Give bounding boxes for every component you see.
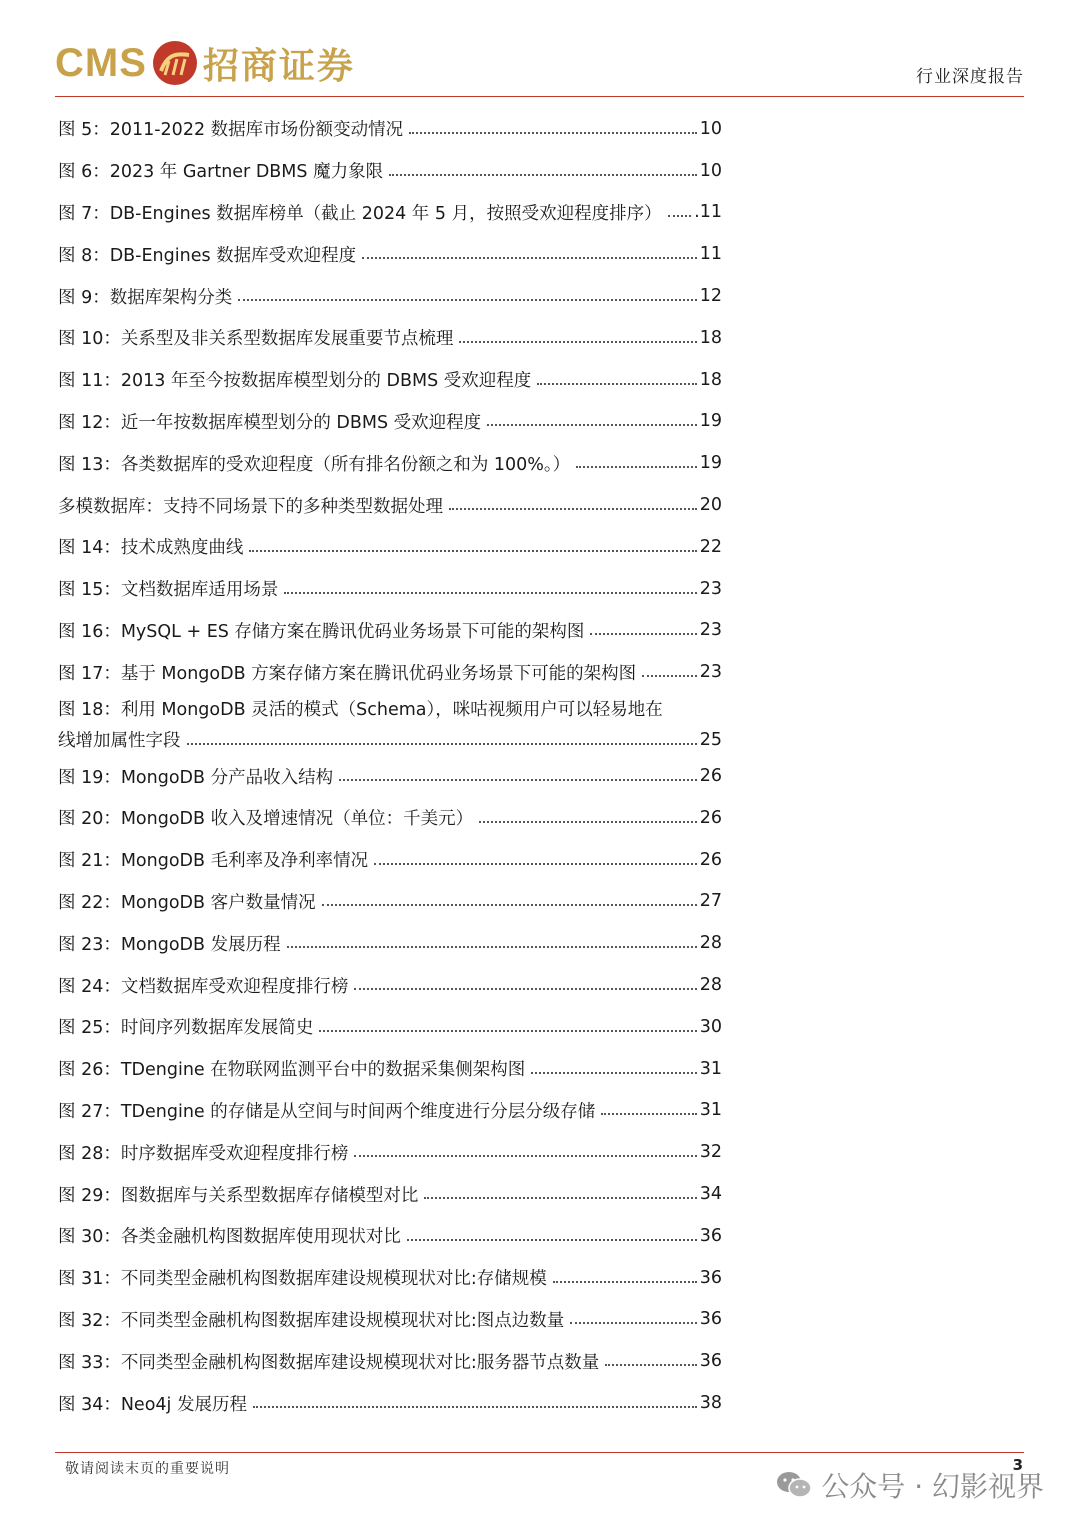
toc-entry[interactable] <box>58 651 722 693</box>
toc-entry[interactable] <box>58 755 722 797</box>
toc-entry-title: 图 14：技术成熟度曲线 <box>58 538 244 559</box>
toc-entry[interactable] <box>58 610 722 652</box>
dot-leader <box>479 821 697 823</box>
toc-entry-title: 图 9：数据库架构分类 <box>58 287 233 308</box>
toc-entry[interactable] <box>58 797 722 839</box>
toc-entry[interactable] <box>58 964 722 1006</box>
toc-entry-page: 36 <box>699 1351 722 1372</box>
toc-entry-page: 19 <box>699 453 722 474</box>
toc-entry-title: 图 29：图数据库与关系型数据库存储模型对比 <box>58 1185 419 1206</box>
dot-leader <box>354 1155 696 1157</box>
toc-entry-page: 23 <box>699 620 722 641</box>
toc-entry[interactable] <box>58 1215 722 1257</box>
toc-entry-page: 20 <box>699 495 722 516</box>
toc-entry-page: 25 <box>699 729 722 750</box>
dot-leader <box>553 1281 697 1283</box>
dot-leader <box>570 1322 696 1324</box>
page-number: 3 <box>1012 1456 1023 1474</box>
toc-entry-title: 图 11：2013 年至今按数据库模型划分的 DBMS 受欢迎程度 <box>58 371 532 392</box>
logo-chinese-name: 招商证券 <box>202 45 355 87</box>
toc-entry[interactable] <box>58 1090 722 1132</box>
toc-entry[interactable] <box>58 1006 722 1048</box>
dot-leader <box>187 743 697 745</box>
toc-entry-page: 23 <box>699 662 722 683</box>
dot-leader <box>287 946 697 948</box>
toc-entry-page: 11 <box>699 244 722 265</box>
wechat-watermark <box>775 1465 1044 1505</box>
toc-entry-page: 19 <box>699 411 722 432</box>
figure-table-of-contents <box>58 108 722 1424</box>
toc-entry-title-continued: 线增加属性字段 <box>58 731 181 752</box>
dot-leader <box>668 215 692 217</box>
toc-entry[interactable] <box>58 568 722 610</box>
toc-entry-page: 36 <box>699 1309 722 1330</box>
toc-entry-page: 23 <box>699 578 722 599</box>
toc-entry-title: 图 23：MongoDB 发展历程 <box>58 934 281 955</box>
dot-leader <box>249 550 696 552</box>
toc-entry[interactable] <box>58 526 722 568</box>
toc-entry[interactable] <box>58 1382 722 1424</box>
dot-leader <box>576 466 697 468</box>
dot-leader <box>284 592 696 594</box>
toc-entry-title: 图 25：时间序列数据库发展简史 <box>58 1018 314 1039</box>
toc-entry-title: 图 33：不同类型金融机构图数据库建设规模现状对比:服务器节点数量 <box>58 1352 600 1373</box>
toc-entry-title: 图 21：MongoDB 毛利率及净利率情况 <box>58 851 369 872</box>
toc-entry-page: 12 <box>699 286 722 307</box>
toc-entry-title: 图 30：各类金融机构图数据库使用现状对比 <box>58 1227 401 1248</box>
toc-entry-title: 图 32：不同类型金融机构图数据库建设规模现状对比:图点边数量 <box>58 1310 565 1331</box>
toc-entry-title: 图 16：MySQL + ES 存储方案在腾讯优码业务场景下可能的架构图 <box>58 621 585 642</box>
toc-entry-title: 图 26：TDengine 在物联网监测平台中的数据采集侧架构图 <box>58 1060 526 1081</box>
dot-leader <box>537 383 696 385</box>
toc-entry-page: 28 <box>699 933 722 954</box>
logo-emblem-icon <box>153 41 197 85</box>
toc-entry-page: 26 <box>699 766 722 787</box>
toc-entry-page: 38 <box>699 1393 722 1413</box>
logo-text: CMS <box>55 40 147 85</box>
dot-leader <box>487 424 697 426</box>
dot-leader <box>374 863 697 865</box>
toc-entry[interactable] <box>58 1048 722 1090</box>
toc-entry-page: 22 <box>699 536 722 557</box>
toc-entry-title: 图 28：时序数据库受欢迎程度排行榜 <box>58 1143 349 1164</box>
toc-entry-page: 36 <box>699 1225 722 1246</box>
toc-entry-title: 图 8：DB-Engines 数据库受欢迎程度 <box>58 245 357 266</box>
dot-leader <box>449 508 697 510</box>
toc-entry[interactable] <box>58 839 722 881</box>
toc-entry[interactable] <box>58 1340 722 1382</box>
toc-entry-title: 图 17：基于 MongoDB 方案存储方案在腾讯优码业务场景下可能的架构图 <box>58 663 637 684</box>
toc-entry-title: 图 12：近一年按数据库模型划分的 DBMS 受欢迎程度 <box>58 412 482 433</box>
toc-entry-title: 图 19：MongoDB 分产品收入结构 <box>58 767 334 788</box>
toc-entry-title: 图 10：关系型及非关系型数据库发展重要节点梳理 <box>58 329 454 350</box>
toc-entry-title: 图 13：各类数据库的受欢迎程度（所有排名份额之和为 100%。） <box>58 454 571 475</box>
toc-entry-title: 图 34：Neo4j 发展历程 <box>58 1394 247 1415</box>
toc-entry[interactable] <box>58 484 722 526</box>
toc-entry[interactable] <box>58 1173 722 1215</box>
dot-leader <box>319 1030 696 1032</box>
dot-leader <box>424 1197 696 1199</box>
toc-entry-page: 31 <box>699 1058 722 1079</box>
toc-entry-title: 图 5：2011-2022 数据库市场份额变动情况 <box>58 120 404 141</box>
toc-entry[interactable] <box>58 401 722 443</box>
toc-entry[interactable] <box>58 359 722 401</box>
dot-leader <box>601 1113 696 1115</box>
dot-leader <box>354 988 696 990</box>
dot-leader <box>590 633 696 635</box>
dot-leader <box>409 132 697 134</box>
header-divider <box>55 96 1024 97</box>
dot-leader <box>407 1239 697 1241</box>
toc-entry[interactable] <box>58 108 722 150</box>
toc-entry-title: 图 31：不同类型金融机构图数据库建设规模现状对比:存储规模 <box>58 1269 547 1290</box>
toc-entry[interactable] <box>58 1131 722 1173</box>
dot-leader <box>459 341 696 343</box>
toc-entry-page: 30 <box>699 1016 722 1037</box>
toc-entry-page: .11 <box>694 202 722 223</box>
report-type-label: 行业深度报告 <box>916 67 1024 87</box>
dot-leader <box>389 174 697 176</box>
toc-entry[interactable] <box>58 922 722 964</box>
toc-entry-page: 18 <box>699 327 722 348</box>
toc-entry[interactable] <box>58 693 722 755</box>
toc-entry-page: 26 <box>699 807 722 828</box>
dot-leader <box>362 257 697 259</box>
footer-disclaimer-note: 敬请阅读末页的重要说明 <box>65 1461 230 1477</box>
toc-entry-title: 图 27：TDengine 的存储是从空间与时间两个维度进行分层分级存储 <box>58 1101 596 1122</box>
toc-entry-title: 多模数据库：支持不同场景下的多种类型数据处理 <box>58 496 443 517</box>
toc-entry-page: 28 <box>699 975 722 996</box>
toc-entry-title: 图 20：MongoDB 收入及增速情况（单位：千美元） <box>58 809 474 830</box>
toc-entry[interactable] <box>58 1299 722 1341</box>
page-header <box>0 0 1080 100</box>
dot-leader <box>322 904 697 906</box>
dot-leader <box>531 1072 696 1074</box>
toc-entry[interactable] <box>58 275 722 317</box>
toc-entry[interactable] <box>58 192 722 234</box>
toc-entry[interactable] <box>58 150 722 192</box>
wechat-icon <box>775 1470 813 1500</box>
toc-entry-title: 图 15：文档数据库适用场景 <box>58 580 279 601</box>
toc-entry-title: 图 6：2023 年 Gartner DBMS 魔力象限 <box>58 162 384 183</box>
dot-leader <box>339 779 697 781</box>
dot-leader <box>642 675 697 677</box>
toc-entry-page: 10 <box>699 118 722 139</box>
toc-entry-title: 图 24：文档数据库受欢迎程度排行榜 <box>58 976 349 997</box>
toc-entry[interactable] <box>58 1257 722 1299</box>
watermark-text: 公众号 · 幻影视界 <box>821 1470 1044 1503</box>
toc-entry-title: 图 7：DB-Engines 数据库榜单（截止 2024 年 5 月，按照受欢迎程度排序） <box>58 203 662 224</box>
toc-entry-page: 18 <box>699 369 722 390</box>
toc-entry-page: 10 <box>699 160 722 181</box>
toc-entry-page: 31 <box>699 1100 722 1121</box>
toc-entry-page: 26 <box>699 849 722 870</box>
toc-entry-page: 27 <box>699 891 722 912</box>
toc-entry-title: 图 18：利用 MongoDB 灵活的模式（Schema），咪咕视频用户可以轻易地在 <box>58 700 663 721</box>
dot-leader <box>605 1364 696 1366</box>
toc-entry-page: 32 <box>699 1142 722 1163</box>
footer-divider <box>55 1452 1024 1453</box>
toc-entry-title: 图 22：MongoDB 客户数量情况 <box>58 892 316 913</box>
cms-logo <box>55 38 355 88</box>
toc-entry[interactable] <box>58 881 722 923</box>
toc-entry[interactable] <box>58 317 722 359</box>
dot-leader <box>253 1406 697 1408</box>
toc-entry-page: 36 <box>699 1267 722 1288</box>
toc-entry-page: 34 <box>699 1184 722 1205</box>
toc-entry[interactable] <box>58 233 722 275</box>
dot-leader <box>238 299 697 301</box>
toc-entry[interactable] <box>58 442 722 484</box>
